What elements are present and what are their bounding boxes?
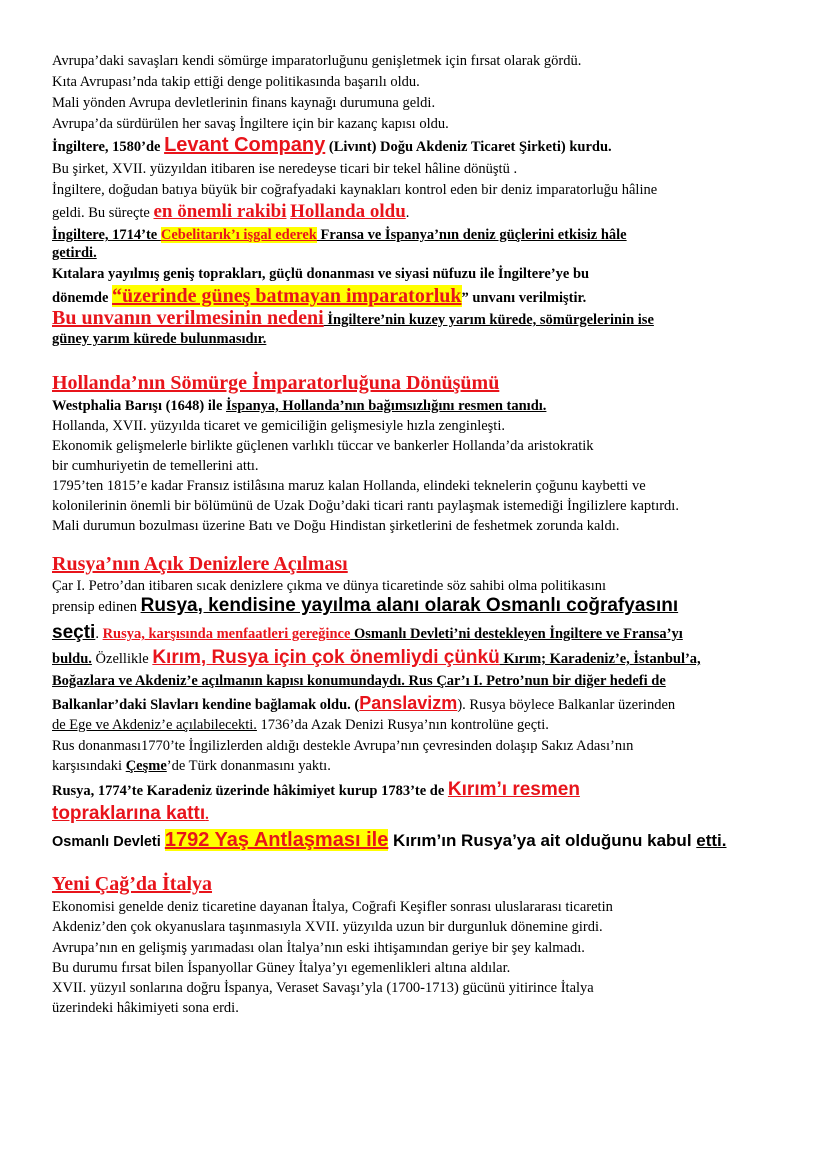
text-span: . xyxy=(205,807,209,823)
text-line: Kıtalara yayılmış geniş toprakları, güçlü donanması ve siyasi nüfuzu ile İngiltere’ye bu xyxy=(52,266,590,282)
text-span: İngiltere, 1714’te xyxy=(52,227,161,243)
hollanda-emphasis: Hollanda oldu xyxy=(290,201,406,222)
kirim-annex-emphasis: Kırım’ı resmen xyxy=(447,779,580,800)
text-line: Mali durumun bozulması üzerine Batı ve Doğu Hindistan şirketlerini de feshetmek zorunda kaldı. xyxy=(52,518,620,534)
cebelitarik-highlight: Cebelitarık’ı işgal ederek xyxy=(160,227,317,243)
text-span: Osmanlı Devleti’ni destekleyen İngiltere ve Fransa’yı xyxy=(350,626,683,642)
text-span: etti. xyxy=(696,831,727,850)
text-line xyxy=(52,694,675,714)
text-span: 1736’da Azak Denizi Rusya’nın kontrolüne geçti. xyxy=(256,717,549,733)
text-line: Avrupa’da sürdürülen her savaş İngiltere için bir kazanç kapısı oldu. xyxy=(52,116,449,132)
text-span: ’de Türk donanmasını yaktı. xyxy=(166,758,331,774)
text-line: Bu durumu fırsat bilen İspanyollar Güney İtalya’yı egemenlikleri altına aldılar. xyxy=(52,960,511,976)
rival-emphasis: en önemli rakibi xyxy=(153,201,287,222)
text-line: bir cumhuriyetin de temellerini attı. xyxy=(52,458,259,474)
text-line: Avrupa’nın en gelişmiş yarımadası olan İtalya’nın eski ihtişamından geriye bir şey kalmadı. xyxy=(52,940,585,956)
text-line: güney yarım kürede bulunmasıdır. xyxy=(52,331,267,347)
text-span: geldi. Bu süreçte xyxy=(52,205,154,221)
text-span: Fransa ve İspanya’nın deniz güçlerini etkisiz hâle xyxy=(316,227,627,243)
secti-emphasis: seçti xyxy=(52,622,96,643)
text-line: kolonilerinin önemli bir bölümünü de Uzak Doğu’daki ticari rantı paylaşmak istemediği İngilizlere kaptırdı. xyxy=(52,498,679,514)
text-span: dönemde xyxy=(52,290,113,306)
text-line: Akdeniz’den çok okyanuslara taşınmasıyla XVII. yüzyılda uzun bir durgunluk dönemine girdi. xyxy=(52,919,603,935)
text-span: Balkanlar’daki Slavları kendine bağlamak oldu. ( xyxy=(52,697,360,713)
text-span: de Ege ve Akdeniz’e açılabilecekti. xyxy=(52,717,257,733)
text-line: üzerindeki hâkimiyeti sona erdi. xyxy=(52,1000,239,1016)
rusya-emphasis: Rusya, kendisine yayılma alanı olarak Osmanlı coğrafyasını xyxy=(140,595,679,616)
text-span: . xyxy=(95,626,103,642)
reason-emphasis: Bu unvanın verilmesinin nedeni xyxy=(52,307,324,329)
text-span: ” unvanı verilmiştir. xyxy=(461,290,587,306)
text-line xyxy=(52,226,627,244)
text-line: İngiltere, doğudan batıya büyük bir coğrafyadaki kaynakları kontrol eden bir deniz imparatorluğu hâline xyxy=(52,182,658,198)
text-line: getirdi. xyxy=(52,245,97,261)
text-span: karşısındaki xyxy=(52,758,126,774)
text-line xyxy=(52,716,549,734)
text-line xyxy=(52,757,331,775)
text-line: Avrupa’daki savaşları kendi sömürge imparatorluğunu genişletmek için fırsat olarak gördü. xyxy=(52,53,582,69)
text-line: XVII. yüzyıl sonlarına doğru İspanya, Veraset Savaşı’yla (1700-1713) gücünü yitirince İtalya xyxy=(52,980,594,996)
text-line xyxy=(52,649,701,668)
text-line xyxy=(52,831,727,851)
text-span: İspanya, Hollanda’nın bağımsızlığını resmen tanıdı. xyxy=(226,398,547,414)
text-span: Westphalia Barışı (1648) ile xyxy=(52,398,226,414)
text-span: prensip edinen xyxy=(52,599,141,615)
interest-emphasis: Rusya, karşısında menfaatleri gereğince xyxy=(102,626,351,642)
text-span: Kırım’ın Rusya’ya ait olduğunu kabul xyxy=(388,831,697,850)
text-line: Hollanda, XVII. yüzyılda ticaret ve gemiciliğin gelişmesiyle hızla zenginleşti. xyxy=(52,418,505,434)
text-span: İngiltere, 1580’de xyxy=(52,139,165,155)
yas-treaty-highlight: 1792 Yaş Antlaşması ile xyxy=(164,829,389,851)
text-line xyxy=(52,287,586,307)
text-line xyxy=(52,805,209,824)
text-line: Çar I. Petro’dan itibaren sıcak denizlere çıkma ve dünya ticaretinde söz sahibi olma politikasını xyxy=(52,578,607,594)
text-line xyxy=(52,624,683,643)
empire-motto-highlight: “üzerinde güneş batmayan imparatorluk xyxy=(112,285,462,307)
text-line: Bu şirket, XVII. yüzyıldan itibaren ise neredeyse ticari bir tekel hâline dönüştü . xyxy=(52,161,518,177)
annex-emphasis: topraklarına kattı xyxy=(52,803,206,824)
text-line: Mali yönden Avrupa devletlerinin finans kaynağı durumuna geldi. xyxy=(52,95,436,111)
text-span: İngiltere’nin kuzey yarım kürede, sömürgelerinin ise xyxy=(323,312,654,328)
text-line xyxy=(52,781,580,800)
text-span: Osmanlı Devleti xyxy=(52,834,165,850)
kirim-emphasis: Kırım, Rusya için çok önemliydi çünkü xyxy=(152,647,500,668)
text-line xyxy=(52,397,546,415)
text-line: Boğazlara ve Akdeniz’e açılmanın kapısı konumundaydı. Rus Çar’ı I. Petro’nun bir diğer hedefi de xyxy=(52,673,666,689)
text-span: (Livınt) Doğu Akdeniz Ticaret Şirketi) kurdu. xyxy=(325,139,612,155)
text-line xyxy=(52,136,612,156)
text-line xyxy=(52,597,678,616)
text-line: 1795’ten 1815’e kadar Fransız istilâsına maruz kalan Hollanda, elindeki teknelerin çoğunu kaybetti ve xyxy=(52,478,646,494)
section-heading-hollanda: Hollanda’nın Sömürge İmparatorluğuna Dönüşümü xyxy=(52,372,500,394)
section-heading-rusya: Rusya’nın Açık Denizlere Açılması xyxy=(52,553,348,575)
text-span: Kırım; Karadeniz’e, İstanbul’a, xyxy=(499,651,701,667)
text-line xyxy=(52,309,654,329)
text-span: buldu. xyxy=(52,651,92,667)
text-line: Ekonomik gelişmelerle birlikte güçlenen varlıklı tüccar ve bankerler Hollanda’da aristokratik xyxy=(52,438,594,454)
text-span: Özellikle xyxy=(91,651,153,667)
text-line: Rus donanması1770’te İngilizlerden aldığı destekle Avrupa’nın çevresinden dolaşıp Sakız Adası’nın xyxy=(52,738,634,754)
text-span: . xyxy=(405,205,410,221)
text-line: Ekonomisi genelde deniz ticaretine dayanan İtalya, Coğrafi Keşifler sonrası uluslararası ticaretin xyxy=(52,899,613,915)
text-span: ). Rusya böylece Balkanlar üzerinden xyxy=(457,697,676,713)
text-line: Kıta Avrupası’nda takip ettiği denge politikasında başarılı oldu. xyxy=(52,74,420,90)
cesme-emphasis: Çeşme xyxy=(125,758,167,774)
levant-company-emphasis: Levant Company xyxy=(164,134,326,156)
text-line xyxy=(52,203,409,222)
text-span: Rusya, 1774’te Karadeniz üzerinde hâkimiyet kurup 1783’te de xyxy=(52,783,448,799)
panslavizm-emphasis: Panslavizm xyxy=(359,693,458,713)
section-heading-italya: Yeni Çağ’da İtalya xyxy=(52,873,213,895)
